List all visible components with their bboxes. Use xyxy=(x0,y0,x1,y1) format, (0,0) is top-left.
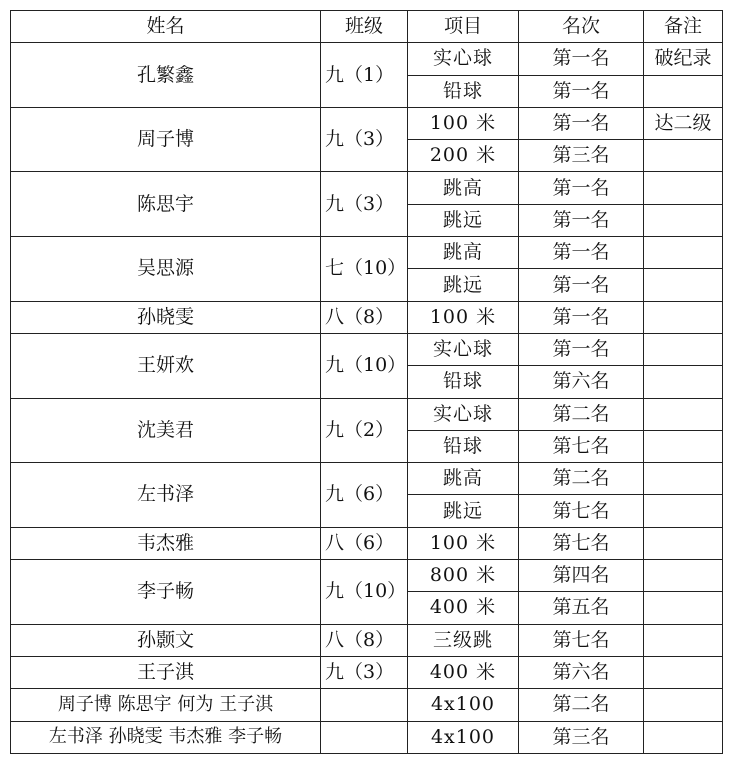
event-cell: 4x100 xyxy=(408,721,519,753)
rank-cell: 第一名 xyxy=(519,75,644,107)
table-row xyxy=(11,527,723,559)
athlete-class: 九（3） xyxy=(321,172,408,237)
note-cell: 达二级 xyxy=(644,107,723,139)
header-rank: 名次 xyxy=(519,11,644,43)
relay-class xyxy=(321,721,408,753)
athlete-class: 九（10） xyxy=(321,333,408,398)
note-cell xyxy=(644,430,723,462)
athlete-name: 左书泽 xyxy=(11,463,321,528)
results-table xyxy=(10,10,723,754)
rank-cell: 第一名 xyxy=(519,301,644,333)
rank-cell: 第七名 xyxy=(519,495,644,527)
event-cell: 跳远 xyxy=(408,204,519,236)
table-row xyxy=(11,43,723,75)
event-cell: 跳高 xyxy=(408,172,519,204)
note-cell xyxy=(644,204,723,236)
event-cell: 200 米 xyxy=(408,140,519,172)
event-cell: 实心球 xyxy=(408,43,519,75)
header-name: 姓名 xyxy=(11,11,321,43)
athlete-class: 九（6） xyxy=(321,463,408,528)
rank-cell: 第五名 xyxy=(519,592,644,624)
note-cell xyxy=(644,172,723,204)
rank-cell: 第二名 xyxy=(519,398,644,430)
rank-cell: 第一名 xyxy=(519,43,644,75)
rank-cell: 第一名 xyxy=(519,172,644,204)
athlete-class: 九（3） xyxy=(321,107,408,172)
rank-cell: 第七名 xyxy=(519,430,644,462)
athlete-name: 韦杰雅 xyxy=(11,527,321,559)
relay-members: 周子博 陈思宇 何为 王子淇 xyxy=(11,689,321,721)
event-cell: 实心球 xyxy=(408,333,519,365)
rank-cell: 第三名 xyxy=(519,140,644,172)
athlete-name: 陈思宇 xyxy=(11,172,321,237)
athlete-name: 孙颢文 xyxy=(11,624,321,656)
table-row xyxy=(11,656,723,688)
athlete-class: 九（10） xyxy=(321,560,408,625)
table-row xyxy=(11,624,723,656)
note-cell xyxy=(644,75,723,107)
table-row xyxy=(11,463,723,495)
note-cell xyxy=(644,721,723,753)
rank-cell: 第二名 xyxy=(519,463,644,495)
header-event: 项目 xyxy=(408,11,519,43)
results-body xyxy=(11,43,723,754)
event-cell: 跳远 xyxy=(408,269,519,301)
rank-cell: 第一名 xyxy=(519,333,644,365)
header-note: 备注 xyxy=(644,11,723,43)
note-cell: 破纪录 xyxy=(644,43,723,75)
relay-row xyxy=(11,721,723,753)
athlete-name: 沈美君 xyxy=(11,398,321,463)
rank-cell: 第六名 xyxy=(519,366,644,398)
athlete-class: 八（6） xyxy=(321,527,408,559)
event-cell: 400 米 xyxy=(408,592,519,624)
rank-cell: 第四名 xyxy=(519,560,644,592)
athlete-name: 周子博 xyxy=(11,107,321,172)
note-cell xyxy=(644,237,723,269)
event-cell: 跳远 xyxy=(408,495,519,527)
athlete-class: 九（1） xyxy=(321,43,408,108)
relay-members: 左书泽 孙晓雯 韦杰雅 李子畅 xyxy=(11,721,321,753)
table-row xyxy=(11,107,723,139)
table-row xyxy=(11,172,723,204)
athlete-name: 李子畅 xyxy=(11,560,321,625)
note-cell xyxy=(644,656,723,688)
note-cell xyxy=(644,592,723,624)
rank-cell: 第二名 xyxy=(519,689,644,721)
event-cell: 100 米 xyxy=(408,301,519,333)
athlete-name: 王子淇 xyxy=(11,656,321,688)
rank-cell: 第七名 xyxy=(519,527,644,559)
table-row xyxy=(11,301,723,333)
note-cell xyxy=(644,624,723,656)
event-cell: 跳高 xyxy=(408,237,519,269)
event-cell: 100 米 xyxy=(408,107,519,139)
event-cell: 400 米 xyxy=(408,656,519,688)
note-cell xyxy=(644,269,723,301)
rank-cell: 第一名 xyxy=(519,204,644,236)
athlete-name: 孔繁鑫 xyxy=(11,43,321,108)
note-cell xyxy=(644,495,723,527)
rank-cell: 第七名 xyxy=(519,624,644,656)
event-cell: 铅球 xyxy=(408,430,519,462)
note-cell xyxy=(644,366,723,398)
rank-cell: 第一名 xyxy=(519,269,644,301)
note-cell xyxy=(644,140,723,172)
athlete-class: 八（8） xyxy=(321,624,408,656)
table-row xyxy=(11,398,723,430)
event-cell: 800 米 xyxy=(408,560,519,592)
event-cell: 100 米 xyxy=(408,527,519,559)
event-cell: 实心球 xyxy=(408,398,519,430)
table-row xyxy=(11,560,723,592)
event-cell: 铅球 xyxy=(408,366,519,398)
event-cell: 铅球 xyxy=(408,75,519,107)
note-cell xyxy=(644,463,723,495)
athlete-name: 吴思源 xyxy=(11,237,321,302)
note-cell xyxy=(644,301,723,333)
note-cell xyxy=(644,560,723,592)
event-cell: 跳高 xyxy=(408,463,519,495)
table-row xyxy=(11,237,723,269)
event-cell: 三级跳 xyxy=(408,624,519,656)
header-class: 班级 xyxy=(321,11,408,43)
note-cell xyxy=(644,527,723,559)
relay-class xyxy=(321,689,408,721)
note-cell xyxy=(644,333,723,365)
table-row xyxy=(11,333,723,365)
athlete-class: 八（8） xyxy=(321,301,408,333)
athlete-name: 王妍欢 xyxy=(11,333,321,398)
rank-cell: 第一名 xyxy=(519,107,644,139)
athlete-class: 九（2） xyxy=(321,398,408,463)
note-cell xyxy=(644,689,723,721)
rank-cell: 第三名 xyxy=(519,721,644,753)
athlete-class: 七（10） xyxy=(321,237,408,302)
event-cell: 4x100 xyxy=(408,689,519,721)
rank-cell: 第六名 xyxy=(519,656,644,688)
note-cell xyxy=(644,398,723,430)
header-row xyxy=(11,11,723,43)
athlete-name: 孙晓雯 xyxy=(11,301,321,333)
rank-cell: 第一名 xyxy=(519,237,644,269)
relay-row xyxy=(11,689,723,721)
athlete-class: 九（3） xyxy=(321,656,408,688)
